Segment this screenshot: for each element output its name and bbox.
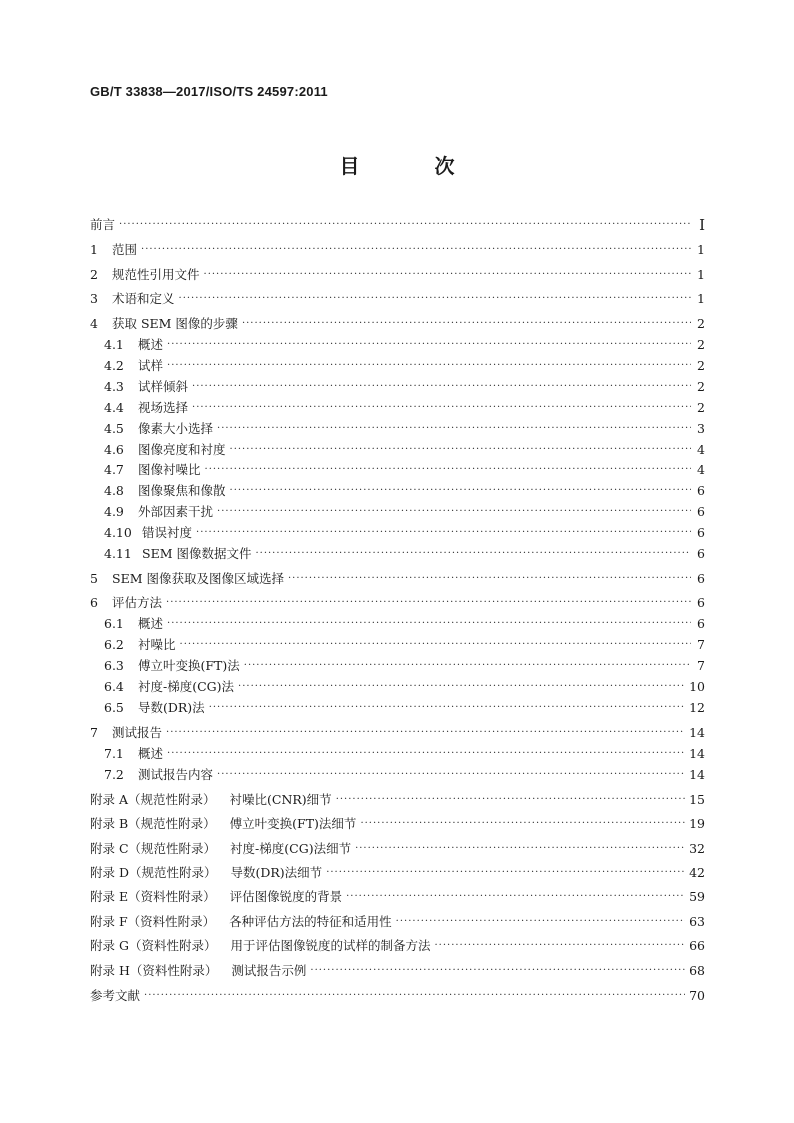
toc-entry-label: 图像聚焦和像散 — [138, 483, 226, 498]
toc-entry-number: 附录 G（资料性附录） — [90, 938, 217, 953]
toc-entry-number: 6.4 — [104, 679, 124, 694]
toc-entry-page: 66 — [689, 938, 705, 953]
toc-entry-number: 附录 D（规范性附录） — [90, 865, 217, 880]
toc-leader-dots — [244, 656, 691, 676]
standard-code-header: GB/T 33838—2017/ISO/TS 24597:2011 — [90, 84, 328, 99]
toc-entry-page: 1 — [697, 267, 705, 282]
toc-entry-number: 附录 A（规范性附录） — [90, 792, 216, 807]
toc-entry[interactable] — [90, 440, 705, 460]
toc-entry-number: 6 — [90, 595, 98, 610]
toc-entry[interactable] — [90, 614, 705, 634]
toc-entry[interactable] — [90, 335, 705, 355]
toc-leader-dots — [119, 215, 691, 235]
toc-entry-label: 错误衬度 — [142, 525, 193, 540]
toc-entry-label: 衬噪比 — [138, 637, 176, 652]
toc-leader-dots — [192, 377, 691, 397]
toc-entry[interactable] — [90, 677, 705, 697]
toc-leader-dots — [230, 481, 691, 501]
toc-leader-dots — [310, 961, 685, 981]
toc-entry[interactable] — [90, 240, 705, 260]
toc-entry-label: 测试报告示例 — [231, 963, 307, 978]
toc-leader-dots — [217, 765, 685, 785]
toc-entry-label: 概述 — [138, 746, 164, 761]
toc-entry-label: 像素大小选择 — [138, 421, 214, 436]
toc-entry[interactable] — [90, 936, 705, 956]
toc-leader-dots — [205, 460, 691, 480]
toc-leader-dots — [144, 986, 685, 1006]
toc-entry[interactable] — [90, 986, 705, 1006]
toc-entry-label: 规范性引用文件 — [112, 267, 200, 282]
toc-leader-dots — [396, 912, 685, 932]
toc-entry-label: 概述 — [138, 616, 164, 631]
toc-entry-number: 附录 C（规范性附录） — [90, 841, 217, 856]
toc-entry-label: 术语和定义 — [112, 291, 175, 306]
toc-leader-dots — [255, 544, 691, 564]
toc-leader-dots — [179, 289, 691, 309]
toc-leader-dots — [217, 419, 691, 439]
toc-leader-dots — [167, 356, 691, 376]
toc-entry-number: 4.2 — [104, 358, 124, 373]
toc-entry-page: 6 — [697, 546, 705, 561]
toc-entry[interactable] — [90, 265, 705, 285]
toc-entry[interactable] — [90, 635, 705, 655]
toc-entry[interactable] — [90, 460, 705, 480]
toc-entry-number: 7.2 — [104, 767, 124, 782]
toc-leader-dots — [230, 440, 691, 460]
toc-leader-dots — [217, 502, 691, 522]
toc-entry-page: 6 — [697, 595, 705, 610]
toc-entry-label: 衬度-梯度(CG)法 — [138, 679, 235, 694]
toc-entry-number: 5 — [90, 571, 98, 586]
toc-entry-number: 4.7 — [104, 462, 124, 477]
toc-leader-dots — [166, 593, 691, 613]
toc-entry-number: 7.1 — [104, 746, 124, 761]
toc-entry[interactable] — [90, 314, 705, 334]
toc-entry-number: 4.6 — [104, 442, 124, 457]
toc-entry-page: 14 — [689, 746, 705, 761]
toc-entry-page: 4 — [697, 462, 705, 477]
toc-entry-page: 42 — [689, 865, 705, 880]
toc-entry-label: 各种评估方法的特征和适用性 — [229, 914, 392, 929]
toc-entry-number: 1 — [90, 242, 98, 257]
toc-entry-label: 测试报告 — [112, 725, 163, 740]
toc-entry-page: 6 — [697, 571, 705, 586]
toc-entry[interactable] — [90, 961, 705, 981]
toc-entry-page: 19 — [689, 816, 705, 831]
toc-entry-number: 6.1 — [104, 616, 124, 631]
toc-entry-label: 测试报告内容 — [138, 767, 214, 782]
toc-entry-number: 7 — [90, 725, 98, 740]
toc-leader-dots — [204, 265, 691, 285]
toc-leader-dots — [360, 814, 685, 834]
toc-entry-number: 附录 F（资料性附录） — [90, 914, 216, 929]
toc-entry[interactable] — [90, 289, 705, 309]
toc-entry-page: 6 — [697, 504, 705, 519]
toc-entry-page: 6 — [697, 483, 705, 498]
toc-entry[interactable] — [90, 593, 705, 613]
toc-entry[interactable] — [90, 523, 705, 543]
toc-entry-page: 7 — [697, 637, 705, 652]
toc-entry-page: 1 — [697, 291, 705, 306]
toc-leader-dots — [336, 790, 685, 810]
toc-entry-page: 59 — [689, 889, 705, 904]
toc-entry-label: 傅立叶变换(FT)法 — [138, 658, 240, 673]
toc-entry-number: 4.3 — [104, 379, 124, 394]
toc-entry-number: 4 — [90, 316, 98, 331]
toc-entry-number: 4.9 — [104, 504, 124, 519]
toc-entry-page: 4 — [697, 442, 705, 457]
toc-leader-dots — [167, 614, 691, 634]
toc-entry[interactable] — [90, 398, 705, 418]
toc-entry-number: 4.11 — [104, 546, 132, 561]
toc-entry-number: 4.4 — [104, 400, 124, 415]
toc-entry-number: 4.10 — [104, 525, 132, 540]
toc-entry-number: 2 — [90, 267, 98, 282]
toc-entry[interactable] — [90, 839, 705, 859]
toc-leader-dots — [238, 677, 685, 697]
toc-entry-number: 6.2 — [104, 637, 124, 652]
toc-entry-label: 图像亮度和衬度 — [138, 442, 226, 457]
toc-leader-dots — [355, 839, 685, 859]
toc-entry-label: 图像衬噪比 — [138, 462, 201, 477]
toc-entry[interactable] — [90, 723, 705, 743]
toc-entry-page: 2 — [697, 337, 705, 352]
toc-entry-page: 6 — [697, 616, 705, 631]
toc-leader-dots — [180, 635, 691, 655]
toc-entry[interactable] — [90, 887, 705, 907]
toc-entry[interactable] — [90, 790, 705, 810]
toc-entry-label: 前言 — [90, 217, 116, 232]
toc-leader-dots — [326, 863, 685, 883]
toc-entry-label: 视场选择 — [138, 400, 189, 415]
toc-entry-page: 2 — [697, 358, 705, 373]
toc-entry[interactable] — [90, 215, 705, 235]
toc-entry-page: 70 — [689, 988, 705, 1003]
toc-entry-number: 附录 H（资料性附录） — [90, 963, 218, 978]
toc-entry-label: 外部因素干扰 — [138, 504, 214, 519]
toc-entry-label: 用于评估图像锐度的试样的制备方法 — [230, 938, 431, 953]
toc-entry[interactable] — [90, 698, 705, 718]
toc-entry[interactable] — [90, 419, 705, 439]
toc-entry-page: 7 — [697, 658, 705, 673]
toc-entry[interactable] — [90, 765, 705, 785]
toc-entry-label: SEM 图像获取及图像区域选择 — [112, 571, 284, 586]
toc-entry-number: 附录 B（规范性附录） — [90, 816, 216, 831]
toc-leader-dots — [192, 398, 691, 418]
toc-leader-dots — [167, 744, 685, 764]
toc-entry-page: 15 — [689, 792, 705, 807]
toc-entry-label: 试样 — [138, 358, 164, 373]
toc-entry-label: 傅立叶变换(FT)法细节 — [229, 816, 357, 831]
toc-entry-label: 范围 — [112, 242, 138, 257]
toc-entry-page: 1 — [697, 242, 705, 257]
toc-entry-label: 衬噪比(CNR)细节 — [229, 792, 332, 807]
toc-entry-label: 衬度-梯度(CG)法细节 — [230, 841, 352, 856]
toc-entry[interactable] — [90, 814, 705, 834]
toc-entry-page: 12 — [689, 700, 705, 715]
toc-entry-number: 4.1 — [104, 337, 124, 352]
toc-leader-dots — [288, 569, 691, 589]
toc-entry-page: 6 — [697, 525, 705, 540]
toc-entry-page: 68 — [689, 963, 705, 978]
toc-leader-dots — [167, 335, 691, 355]
toc-entry-page: I — [699, 216, 705, 234]
toc-entry[interactable] — [90, 569, 705, 589]
toc-entry-number: 4.5 — [104, 421, 124, 436]
toc-entry-page: 10 — [689, 679, 705, 694]
toc-entry[interactable] — [90, 377, 705, 397]
toc-entry-label: 获取 SEM 图像的步骤 — [112, 316, 238, 331]
toc-leader-dots — [209, 698, 685, 718]
toc-entry[interactable] — [90, 356, 705, 376]
toc-entry-page: 2 — [697, 400, 705, 415]
toc-leader-dots — [141, 240, 691, 260]
toc-entry-page: 32 — [689, 841, 705, 856]
toc-entry[interactable] — [90, 502, 705, 522]
toc-entry-label: 参考文献 — [90, 988, 141, 1003]
toc-entry[interactable] — [90, 481, 705, 501]
toc-entry-page: 3 — [697, 421, 705, 436]
toc-entry-page: 14 — [689, 725, 705, 740]
toc-entry-number: 6.3 — [104, 658, 124, 673]
toc-entry-number: 3 — [90, 291, 98, 306]
toc-entry[interactable] — [90, 744, 705, 764]
toc-entry-number: 4.8 — [104, 483, 124, 498]
toc-entry-label: SEM 图像数据文件 — [142, 546, 252, 561]
toc-entry-page: 2 — [697, 316, 705, 331]
toc-leader-dots — [196, 523, 691, 543]
page-title: 目 次 — [339, 154, 489, 178]
toc-entry-number: 6.5 — [104, 700, 124, 715]
toc-entry-label: 试样倾斜 — [138, 379, 189, 394]
toc-entry[interactable] — [90, 544, 705, 564]
toc-entry-label: 导数(DR)法 — [138, 700, 205, 715]
toc-entry[interactable] — [90, 863, 705, 883]
toc-entry-label: 导数(DR)法细节 — [230, 865, 323, 880]
toc-entry-page: 63 — [689, 914, 705, 929]
toc-entry[interactable] — [90, 656, 705, 676]
toc-leader-dots — [434, 936, 685, 956]
toc-leader-dots — [346, 887, 685, 907]
toc-entry-page: 14 — [689, 767, 705, 782]
toc-entry[interactable] — [90, 912, 705, 932]
toc-entry-label: 概述 — [138, 337, 164, 352]
toc-entry-page: 2 — [697, 379, 705, 394]
toc-entry-label: 评估图像锐度的背景 — [229, 889, 343, 904]
toc-leader-dots — [166, 723, 685, 743]
toc-entry-number: 附录 E（资料性附录） — [90, 889, 216, 904]
toc-entry-label: 评估方法 — [112, 595, 163, 610]
toc-leader-dots — [242, 314, 691, 334]
